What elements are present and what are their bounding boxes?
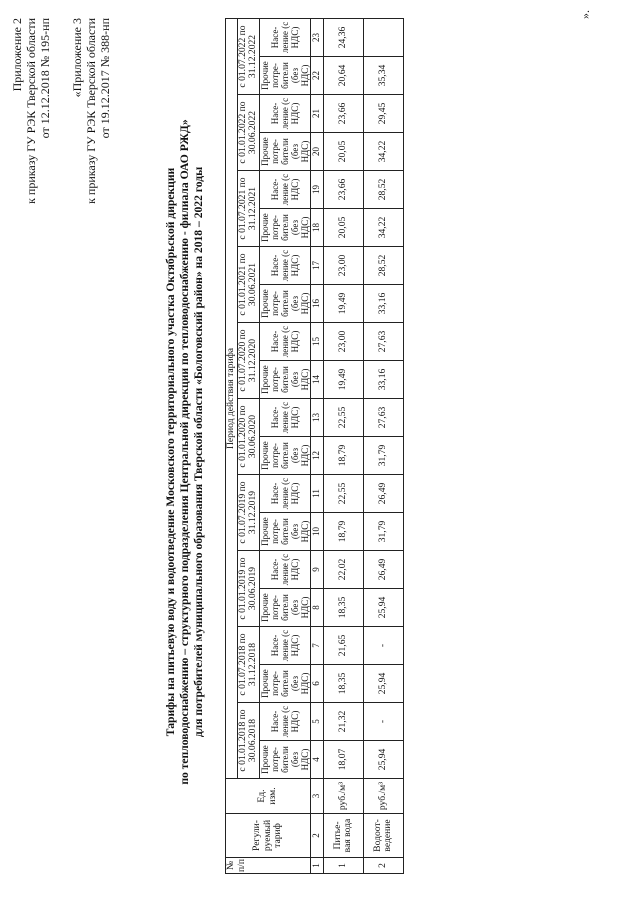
- tariff-value: 27,63: [363, 399, 403, 437]
- subheader-other-consumers: Прочие потре-бители (без НДС): [259, 589, 310, 627]
- table-row: [363, 18, 403, 873]
- period-header: с 01.01.2022 по 30.06.2022: [237, 95, 259, 171]
- tariff-value: 25,94: [363, 741, 403, 779]
- subheader-population: Насе-ление (с НДС): [259, 551, 310, 589]
- tariff-value: 19,49: [323, 285, 363, 323]
- tariff-value: 18,79: [323, 513, 363, 551]
- tariff-value: 20,05: [323, 133, 363, 171]
- column-number: 18: [310, 209, 323, 247]
- subheader-population: Насе-ление (с НДС): [259, 399, 310, 437]
- tariff-value: 31,79: [363, 513, 403, 551]
- tariff-value: 26,49: [363, 551, 403, 589]
- column-number: 3: [310, 779, 323, 814]
- subheader-other-consumers: Прочие потре-бители (без НДС): [259, 437, 310, 475]
- tariff-value: 21,65: [323, 627, 363, 665]
- appendix-header-current: [10, 18, 52, 204]
- column-number: 1: [310, 858, 323, 874]
- column-number: 16: [310, 285, 323, 323]
- tariff-value: 28,52: [363, 171, 403, 209]
- subheader-other-consumers: Прочие потре-бители (без НДС): [259, 133, 310, 171]
- row-number: 1: [323, 858, 363, 874]
- subheader-other-consumers: Прочие потре-бители (без НДС): [259, 209, 310, 247]
- subheader-population: Насе-ление (с НДС): [259, 703, 310, 741]
- tariff-value: 23,00: [323, 323, 363, 361]
- subheader-other-consumers: Прочие потре-бители (без НДС): [259, 285, 310, 323]
- subheader-other-consumers: Прочие потре-бители (без НДС): [259, 57, 310, 95]
- table-row: [323, 18, 363, 873]
- column-number: 12: [310, 437, 323, 475]
- tariff-value: 34,22: [363, 209, 403, 247]
- tariff-value: 18,35: [323, 665, 363, 703]
- tariff-value: 21,32: [323, 703, 363, 741]
- tariff-value: 34,22: [363, 133, 403, 171]
- appendix-order-date: от 19.12.2017 № 388-нп: [98, 18, 112, 139]
- tariff-value: 29,45: [363, 95, 403, 133]
- period-header: с 01.07.2020 по 31.12.2020: [237, 323, 259, 399]
- document-title: [164, 0, 206, 904]
- tariff-value: 35,34: [363, 57, 403, 95]
- column-number: 10: [310, 513, 323, 551]
- row-tariff: Питье-вая вода: [323, 814, 363, 858]
- tariff-value: 25,94: [363, 589, 403, 627]
- column-number: 21: [310, 95, 323, 133]
- tariff-value: 20,64: [323, 57, 363, 95]
- period-header: с 01.07.2019 по 31.12.2019: [237, 475, 259, 551]
- subheader-population: Насе-ление (с НДС): [259, 323, 310, 361]
- tariff-value: 23,66: [323, 171, 363, 209]
- appendix-label: «Приложение 3: [70, 18, 84, 98]
- tariff-value: 23,66: [323, 95, 363, 133]
- title-line: для потребителей муниципального образования Тверской области «Бологовский район» на 2018 – 2022 годы: [192, 166, 205, 738]
- tariff-value: -: [363, 703, 403, 741]
- tariff-value: 22,02: [323, 551, 363, 589]
- column-number: 2: [310, 814, 323, 858]
- appendix-label: Приложение 2: [10, 18, 24, 92]
- appendix-order-ref: к приказу ГУ РЭК Тверской области: [24, 18, 38, 204]
- period-header: с 01.07.2018 по 31.12.2018: [237, 627, 259, 703]
- subheader-other-consumers: Прочие потре-бители (без НДС): [259, 361, 310, 399]
- column-number: 22: [310, 57, 323, 95]
- tariff-value: 26,49: [363, 475, 403, 513]
- tariff-value: 22,55: [323, 475, 363, 513]
- row-tariff: Водоот-ведение: [363, 814, 403, 858]
- row-unit: руб./м³: [363, 779, 403, 814]
- column-number: 6: [310, 665, 323, 703]
- appendix-order-date: от 12.12.2018 № 195-нп: [38, 18, 52, 139]
- period-header: с 01.01.2019 по 30.06.2019: [237, 551, 259, 627]
- tariff-value: 18,35: [323, 589, 363, 627]
- closing-quote: ».: [578, 10, 592, 19]
- tariff-value: 18,79: [323, 437, 363, 475]
- column-number: 17: [310, 247, 323, 285]
- tariff-value: [363, 18, 403, 56]
- header-no: № п/п: [226, 858, 311, 874]
- subheader-population: Насе-ление (с НДС): [259, 18, 310, 56]
- tariff-value: 18,07: [323, 741, 363, 779]
- subheader-population: Насе-ление (с НДС): [259, 627, 310, 665]
- tariff-value: -: [363, 627, 403, 665]
- title-line: Тарифы на питьевую воду и водоотведение Московского территориального участка Октябрьской дирекции: [164, 167, 177, 737]
- period-header: с 01.07.2021 по 31.12.2021: [237, 171, 259, 247]
- header-tariff: Регули-руемый тариф: [226, 814, 311, 858]
- column-number: 4: [310, 741, 323, 779]
- period-header: с 01.01.2021 по 30.06.2021: [237, 247, 259, 323]
- column-number: 11: [310, 475, 323, 513]
- period-header: с 01.01.2018 по 30.06.2018: [237, 703, 259, 779]
- subheader-population: Насе-ление (с НДС): [259, 475, 310, 513]
- appendix-order-ref: к приказу ГУ РЭК Тверской области: [84, 18, 98, 204]
- tariff-value: 20,05: [323, 209, 363, 247]
- period-header: с 01.07.2022 по 31.12.2022: [237, 18, 259, 94]
- subheader-other-consumers: Прочие потре-бители (без НДС): [259, 665, 310, 703]
- tariff-value: 33,16: [363, 285, 403, 323]
- column-number: 15: [310, 323, 323, 361]
- period-header: с 01.01.2020 по 30.06.2020: [237, 399, 259, 475]
- tariff-value: 22,55: [323, 399, 363, 437]
- header-unit: Ед. изм.: [226, 779, 311, 814]
- subheader-population: Насе-ление (с НДС): [259, 171, 310, 209]
- tariff-value: 25,94: [363, 665, 403, 703]
- tariff-value: 19,49: [323, 361, 363, 399]
- column-number: 14: [310, 361, 323, 399]
- column-number: 13: [310, 399, 323, 437]
- column-number: 23: [310, 18, 323, 56]
- column-number: 19: [310, 171, 323, 209]
- column-number: 5: [310, 703, 323, 741]
- column-number: 9: [310, 551, 323, 589]
- header-period: Период действия тарифа: [226, 18, 238, 778]
- tariff-value: 33,16: [363, 361, 403, 399]
- column-number: 7: [310, 627, 323, 665]
- row-number: 2: [363, 858, 403, 874]
- tariff-table: [225, 18, 404, 874]
- row-unit: руб./м³: [323, 779, 363, 814]
- column-number: 20: [310, 133, 323, 171]
- column-number: 8: [310, 589, 323, 627]
- title-line: по тепловодоснабжению – структурного подразделения Центральной дирекции по тепловодоснабжению - филиала ОАО РЖД»: [178, 119, 191, 785]
- subheader-other-consumers: Прочие потре-бители (без НДС): [259, 741, 310, 779]
- tariff-value: 24,36: [323, 18, 363, 56]
- tariff-value: 27,63: [363, 323, 403, 361]
- subheader-population: Насе-ление (с НДС): [259, 247, 310, 285]
- appendix-header-original: [70, 18, 112, 204]
- tariff-value: 23,00: [323, 247, 363, 285]
- tariff-value: 31,79: [363, 437, 403, 475]
- subheader-population: Насе-ление (с НДС): [259, 95, 310, 133]
- subheader-other-consumers: Прочие потре-бители (без НДС): [259, 513, 310, 551]
- tariff-value: 28,52: [363, 247, 403, 285]
